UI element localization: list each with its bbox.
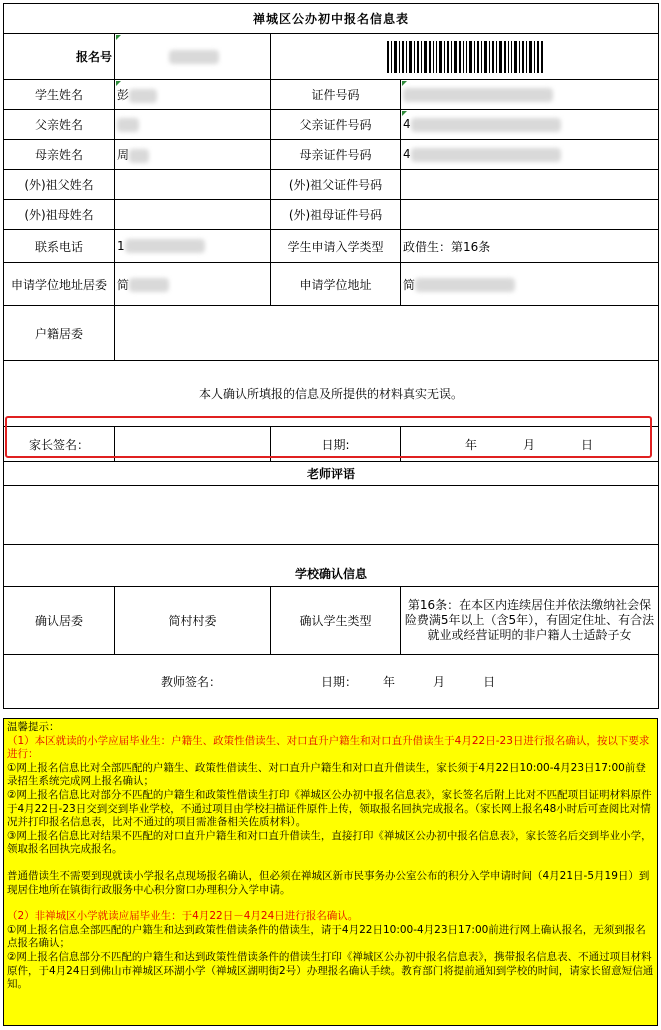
- confirm-date-label: 日期：: [321, 675, 358, 689]
- registration-table: [3, 3, 659, 709]
- barcode-image: [385, 41, 545, 73]
- notes-section1-title: （1）本区就读的小学应届毕业生：户籍生、政策性借读生、对口直升户籍生和对口直升借读生于4月22日-23日进行报名确认，按以下要求进行：: [7, 734, 650, 761]
- grandfather-id-label: (外)祖父证件号码: [271, 170, 401, 200]
- notes-item2: ②网上报名信息比对部分不匹配的户籍生和政策性借读生打印《禅城区公办初中报名信息表》，家长签名后附上比对不匹配项目证明材料原件于4月22日-23日交到交到毕业学校，不通过项目由学校扫描证件原件上传，领取报名回执完成报名。（家长网上报名48小时后可查阅比对情况并打印报名信息表，比对不通过的项目需准备相关佐质材料）。: [7, 788, 652, 829]
- apply-committee-label: 申请学位地址居委: [4, 263, 115, 306]
- grandfather-name-label: (外)祖父姓名: [4, 170, 115, 200]
- sign-date-field[interactable]: 年 月 日: [401, 427, 659, 462]
- student-name-label: 学生姓名: [4, 80, 115, 110]
- household-committee-label: 户籍居委: [4, 306, 115, 361]
- teacher-sign-label: 教师签名：: [161, 675, 222, 689]
- barcode-cell: [271, 34, 659, 80]
- reg-no-label: 报名号: [4, 34, 115, 80]
- id-no-value: [401, 80, 659, 110]
- notes-item4: ①网上报名信息全部匹配的户籍生和达到政策性借读条件的借读生，请于4月22日10:00-4月23日17:00前进行网上确认报名，无须到报名点报名确认；: [7, 923, 646, 950]
- mother-name-label: 母亲姓名: [4, 140, 115, 170]
- signature-highlight-box: [5, 416, 652, 458]
- mother-id-value: 4: [401, 140, 659, 170]
- apply-type-label: 学生申请入学类型: [271, 230, 401, 263]
- teacher-comment-field: [4, 486, 659, 545]
- apply-address-value: 简: [401, 263, 659, 306]
- confirm-committee-value: 简村村委: [115, 587, 271, 655]
- confirm-type-value: 第16条：在本区内连续居住并依法缴纳社会保险费满5年以上（含5年），有固定住址、有合法就业或经营证明的非户籍人士适龄子女: [401, 587, 659, 655]
- father-id-label: 父亲证件号码: [271, 110, 401, 140]
- grandmother-id-label: (外)祖母证件号码: [271, 200, 401, 230]
- notes-heading: 温馨提示：: [7, 721, 60, 733]
- page-title: 禅城区公办初中报名信息表: [4, 4, 659, 34]
- mother-name-value: 周: [115, 140, 271, 170]
- notes-general-paragraph: 普通借读生不需要到现就读小学报名点现场报名确认，但必须在禅城区新市民事务办公室公布的积分入学申请时间（4月21日-5月19日）到现居住地所在镇街行政服务中心积分窗口办理积分入学申请。: [7, 869, 650, 896]
- apply-committee-value: 简: [115, 263, 271, 306]
- phone-value: 1: [115, 230, 271, 263]
- grandfather-name-value: [115, 170, 271, 200]
- declaration: 本人确认所填报的信息及所提供的材料真实无误。: [4, 361, 659, 427]
- father-id-value: 4: [401, 110, 659, 140]
- notes-panel: [3, 718, 658, 1026]
- phone-label: 联系电话: [4, 230, 115, 263]
- grandmother-id-value: [401, 200, 659, 230]
- household-committee-value: [115, 306, 659, 361]
- teacher-comment-title: 老师评语: [4, 462, 659, 486]
- grandmother-name-value: [115, 200, 271, 230]
- school-confirm-title: 学校确认信息: [4, 545, 659, 587]
- parent-sign-label: 家长签名：: [4, 427, 115, 462]
- mother-id-label: 母亲证件号码: [271, 140, 401, 170]
- father-name-label: 父亲姓名: [4, 110, 115, 140]
- apply-address-label: 申请学位地址: [271, 263, 401, 306]
- notes-item3: ③网上报名信息比对结果不匹配的对口直升户籍生和对口直升借读生，直接打印《禅城区公办初中报名信息表》，家长签名后交到毕业小学，领取报名回执完成报名。: [7, 829, 652, 856]
- confirm-committee-label: 确认居委: [4, 587, 115, 655]
- apply-type-value: 政借生：第16条: [401, 230, 659, 263]
- confirm-type-label: 确认学生类型: [271, 587, 401, 655]
- notes-item1: ①网上报名信息比对全部匹配的户籍生、政策性借读生、对口直升户籍生和对口直升借读生，家长须于4月22日10:00-4月23日17:00前登录招生系统完成网上报名确认；: [7, 761, 646, 788]
- reg-no-value: [115, 34, 271, 80]
- student-name-value: 彭: [115, 80, 271, 110]
- notes-item5: ②网上报名信息部分不匹配的户籍生和达到政策性借读条件的借读生打印《禅城区公办初中报名信息表》，携带报名信息表、不通过项目材料原件，于4月24日到佛山市禅城区环湖小学（禅城区湖明街2号）办理报名确认手续。教育部门将提前通知到学校的时间，请家长留意短信通知。: [7, 950, 654, 991]
- father-name-value: [115, 110, 271, 140]
- id-no-label: 证件号码: [271, 80, 401, 110]
- grandmother-name-label: (外)祖母姓名: [4, 200, 115, 230]
- sign-date-label: 日期:: [271, 427, 401, 462]
- grandfather-id-value: [401, 170, 659, 200]
- notes-section2-title: （2）非禅城区小学就读应届毕业生：于4月22日－4月24日进行报名确认。: [7, 910, 359, 923]
- teacher-sign-row: 教师签名： 日期： 年 月 日: [4, 655, 659, 709]
